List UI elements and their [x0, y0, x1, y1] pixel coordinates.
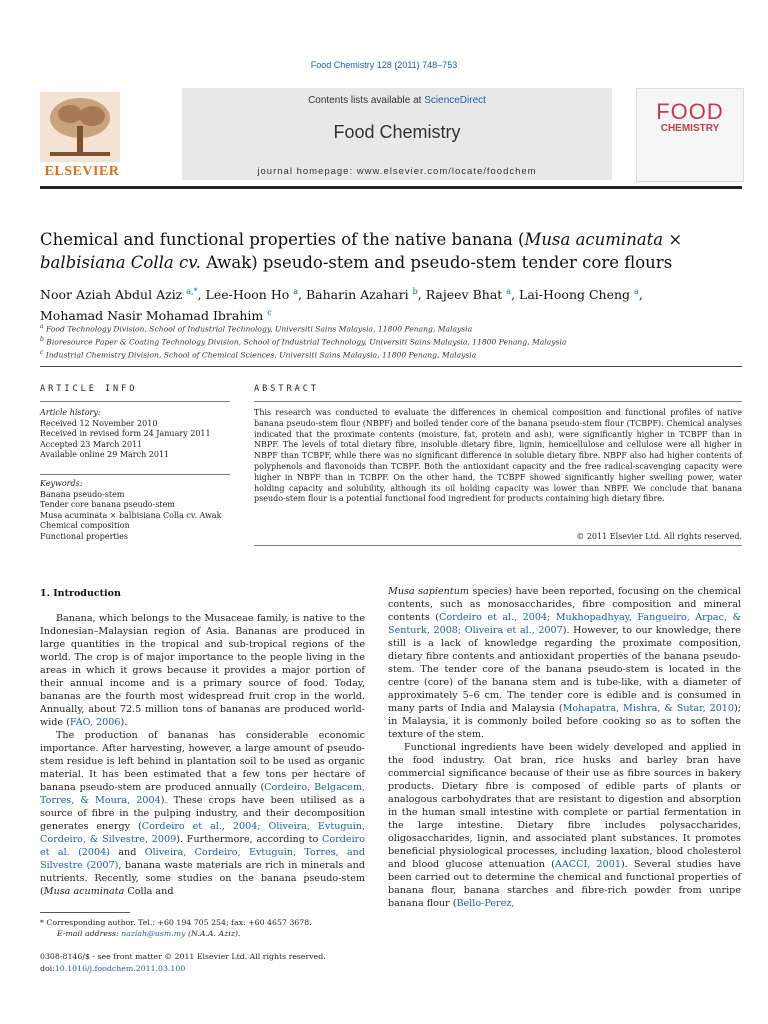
author[interactable]: Baharin Azahari [305, 287, 409, 303]
citation-link[interactable]: Mohapatra, Mishra, & Sutar, 2010 [562, 703, 735, 714]
history-item: Received in revised form 24 January 2011 [40, 429, 211, 438]
affiliation: $^b$ Bioresource Paper & Coating Technology Division, School of Industrial Technology, Universiti Sains Malaysia, 11800 Penang, Malaysia [40, 336, 567, 347]
divider [40, 401, 230, 402]
author[interactable]: Lai-Hoong Cheng [519, 287, 631, 303]
citation-link[interactable]: Oliveira, Cordeiro, Evtuguin, Torres, and Silvestre (2007) [40, 847, 366, 871]
keyword: Functional properties [40, 531, 129, 541]
email-line: E-mail address: naziah@usm.my (N.A.A. Aziz). [57, 929, 241, 938]
keyword: Musa acuminata × balbisiana Colla cv. Awak [40, 510, 222, 520]
citation-link[interactable]: Cordeiro et al. (2004) [40, 834, 365, 858]
abstract-text: This research was conducted to evaluate the differences in chemical composition and functional profiles of native banana pseudo-stem flour (NBPF) and boiled tender core of the banana pseudo-stem flour (TCBPF). Chemical analyses indicated that the proximate contents (moisture, fat, protein and ash), were significantly higher in TCBPF than in NBPF. The levels of total dietary fibre, insoluble dietary fibre, lignin, hemicellulose and cellulose were all higher in NBPF than TCBPF, while there was no significant difference in soluble dietary fibre. NBPF also had higher contents of polyphenols and flavonoids than TCBPF. Both the antioxidant capacity and the free radical-scavenging capacity were higher in NBPF than in TCBPF. On the other hand, the TCBPF showed significantly higher swelling power, water holding capacity and solubility, although its oil holding capacity was lower than NBPF. We conclude that banana pseudo-stem flour is a potential functional food ingredient for products containing high dietary fibre. [254, 408, 742, 504]
article-info-heading: ARTICLE INFO [40, 384, 138, 394]
citation-link[interactable]: Cordeiro et al., 2004; Oliveira, Evtuguin, Cordeiro, & Silvestre, 2009 [40, 821, 365, 845]
elsevier-wordmark: ELSEVIER [44, 164, 120, 179]
section-heading-introduction: 1. Introduction [40, 588, 121, 599]
citation-link[interactable]: Cordeiro, Belgacem, Torres, & Moura, 2004 [40, 782, 365, 806]
doi-link[interactable]: 10.1016/j.foodchem.2011.03.100 [54, 963, 186, 973]
history-item: Received 12 November 2010 [40, 418, 158, 428]
keyword: Banana pseudo-stem [40, 489, 125, 499]
journal-cover-thumbnail[interactable] [636, 88, 744, 182]
history-item: Accepted 23 March 2011 [40, 439, 143, 449]
contents-prefix: Contents lists available at [308, 95, 425, 106]
corresponding-author: * Corresponding author. Tel.: +60 194 705 254; fax: +60 4657 3678. [40, 918, 312, 927]
paragraph: Banana, which belongs to the Musaceae family, is native to the Indonesian–Malaysian region of Asia. Bananas are produced in large quantities in the tropical and sub-tropical regions of the world. The crop is of major importance to the people living in the areas in which it grows because it provides a major portion of their annual income and is a primary source of food. Today, bananas are the fourth most widespread fruit crop in the world. Annually, about 72.5 million tons of bananas are produced world-wide (FAO, 2006). [40, 613, 365, 728]
article-title: Chemical and functional properties of the native banana (Musa acuminata × balbisiana Colla cv. Awak) pseudo-stem and pseudo-stem tender core flours [40, 230, 683, 272]
cover-title-chemistry: CHEMISTRY [660, 123, 720, 134]
author[interactable]: Lee-Hoon Ho [205, 287, 290, 303]
email-link[interactable]: naziah@usm.my [121, 929, 186, 938]
body-column-right [388, 585, 741, 910]
divider [254, 545, 742, 546]
affiliation: $^a$ Food Technology Division, School of Industrial Technology, Universiti Sains Malaysia, 11800 Penang, Malaysia [40, 323, 473, 334]
header-rule [40, 186, 742, 189]
journal-homepage[interactable]: journal homepage: www.elsevier.com/locate/foodchem [257, 166, 537, 177]
cover-title-food: FOOD [656, 99, 724, 124]
journal-reference[interactable]: Food Chemistry 128 (2011) 748–753 [310, 60, 458, 70]
section-divider [40, 366, 742, 367]
doi-line: doi:10.1016/j.foodchem.2011.03.100 [40, 963, 186, 973]
citation-link[interactable]: Cordeiro et al., 2004; Mukhopadhyay, Fangueiro, Arpac, & Senturk, 2008; Oliveira et al., 2007 [388, 612, 741, 636]
article-history: Article history: Received 12 November 2010 Received in revised form 24 January 2011 Accepted 23 March 2011 Available online 29 March 2011 [40, 408, 230, 461]
journal-title: Food Chemistry [333, 122, 461, 142]
page-footer [40, 951, 440, 974]
author[interactable]: Mohamad Nasir Mohamad Ibrahim [40, 308, 264, 324]
keyword: Chemical composition [40, 521, 130, 530]
abstract-heading: ABSTRACT [254, 384, 319, 394]
divider [254, 401, 742, 402]
contents-line [182, 95, 612, 106]
divider [40, 474, 230, 475]
keywords: Keywords: Banana pseudo-stem Tender core banana pseudo-stem Musa acuminata × balbisiana Colla cv. Awak Chemical composition Functional properties [40, 479, 230, 542]
sciencedirect-link[interactable]: ScienceDirect [424, 95, 486, 106]
author[interactable]: Rajeev Bhat [425, 287, 503, 303]
citation-link[interactable]: Bello-Perez, [456, 898, 515, 909]
author-list: Noor Aziah Abdul Aziz $^{a,*}$, Lee-Hoon Ho $^a$, Baharin Azahari $^b$, Rajeev Bhat $^a$, Lai-Hoong Cheng $^a$, Mohamad Nasir Mohamad Ibrahim $^c$ [40, 287, 643, 324]
issn-line: 0308-8146/$ - see front matter © 2011 Elsevier Ltd. All rights reserved. [40, 952, 326, 961]
copyright: © 2011 Elsevier Ltd. All rights reserved. [576, 532, 742, 541]
citation-link[interactable]: FAO, 2006 [69, 717, 121, 728]
paragraph: Musa sapientum species) have been reported, focusing on the chemical contents, such as monosaccharides, fibre composition and mineral contents (Cordeiro et al., 2004; Mukhopadhyay, Fangueiro, Arpac, & Senturk, 2008; Oliveira et al., 2007). However, to our knowledge, there still is a lack of knowledge regarding the proximate composition, dietary fibre contents and antioxidant properties of the banana pseudo-stem. The tender core of the banana pseudo-stem is located in the centre (core) of the banana stem and is tube-like, with a diameter of approximately 5–6 cm. The tender core is edible and is consumed in many parts of India and Malaysia (Mohapatra, Mishra, & Sutar, 2010); in Malaysia, it is commonly boiled before cooking so as to soften the texture of the stem. [388, 586, 741, 740]
paragraph: Functional ingredients have been widely developed and applied in the food industry. Oat bran, rice husks and barley bran have commercial significance because of their use as fibre sources in bakery products. Dietary fibre is composed of edible parts of plants or analogous carbohydrates that are resistant to digestion and absorption in the human small intestine with complete or partial fermentation in the large intestine. Dietary fibre includes polysaccharides, oligosaccharides, lignin, and associated plant substances. It promotes beneficial physiological processes, including laxation, blood cholesterol and blood glucose attenuation (AACCI, 2001). Several studies have been carried out to determine the chemical and functional properties of banana flour, banana starches and fibre-rich powder from unripe banana flour (Bello-Perez, [388, 742, 741, 909]
citation-link[interactable]: AACCI, 2001 [554, 859, 621, 870]
affiliation: $^c$ Industrial Chemistry Division, School of Chemical Sciences, Universiti Sains Malaysia, 11800 Penang, Malaysia [40, 349, 477, 360]
elsevier-tree-logo [40, 92, 120, 162]
body-column-left [40, 612, 365, 898]
affiliations [40, 322, 740, 361]
footnote [40, 917, 365, 939]
keyword: Tender core banana pseudo-stem [40, 500, 175, 509]
author[interactable]: Noor Aziah Abdul Aziz [40, 287, 183, 303]
paragraph: The production of bananas has considerable economic importance. After harvesting, however, a large amount of pseudo-stem residue is left behind in plantation soil to be used as organic material. It has been estimated that a few tons per hectare of banana pseudo-stem are produced annually (Cordeiro, Belgacem, Torres, & Moura, 2004). These crops have been utilised as a source of fibre in the pulping industry, and their decomposition generates energy (Cordeiro et al., 2004; Oliveira, Evtuguin, Cordeiro, & Silvestre, 2009). Furthermore, according to Cordeiro et al. (2004) and Oliveira, Cordeiro, Evtuguin, Torres, and Silvestre (2007), banana waste materials are rich in minerals and nutrients. Recently, some studies on the banana pseudo-stem (Musa acuminata Colla and [40, 730, 366, 897]
footnote-rule [40, 912, 130, 913]
history-item: Available online 29 March 2011 [40, 450, 170, 459]
